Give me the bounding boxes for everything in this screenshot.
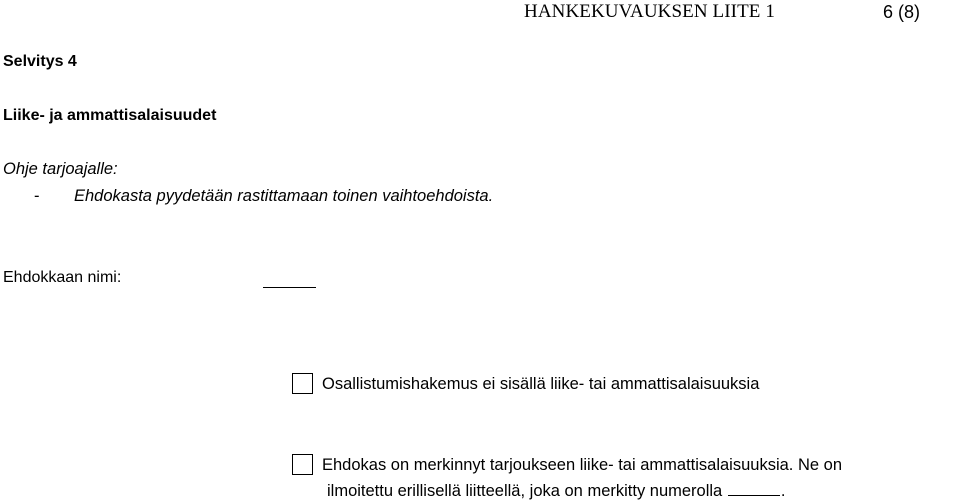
section-heading: Selvitys 4: [3, 53, 77, 70]
option-has-secrets-text: ilmoitettu erillisellä liitteellä, joka on merkitty numerolla: [327, 482, 723, 500]
section-subheading: Liike- ja ammattisalaisuudet: [3, 107, 217, 124]
option-no-secrets-checkbox[interactable]: [292, 373, 313, 394]
option-has-secrets-label-line1: Ehdokas on merkinnyt tarjoukseen liike- tai ammattisalaisuuksia. Ne on: [322, 456, 842, 474]
instructions-item-text: Ehdokasta pyydetään rastittamaan toinen vaihtoehdoista.: [74, 187, 494, 205]
bullet-dash: -: [34, 187, 40, 205]
option-no-secrets-label: Osallistumishakemus ei sisällä liike- tai ammattisalaisuuksia: [322, 375, 760, 393]
instructions-item: [34, 186, 493, 206]
document-header-title: HANKEKUVAUKSEN LIITE 1: [524, 1, 775, 22]
candidate-name-label: Ehdokkaan nimi:: [3, 269, 122, 286]
page-number: 6 (8): [883, 2, 921, 22]
candidate-name-field[interactable]: [263, 287, 316, 288]
attachment-number-field[interactable]: [728, 495, 780, 496]
instructions-label: Ohje tarjoajalle:: [3, 160, 118, 178]
sentence-period: .: [780, 482, 786, 500]
option-has-secrets-checkbox[interactable]: [292, 454, 313, 475]
option-has-secrets-label-line2: [327, 479, 785, 503]
